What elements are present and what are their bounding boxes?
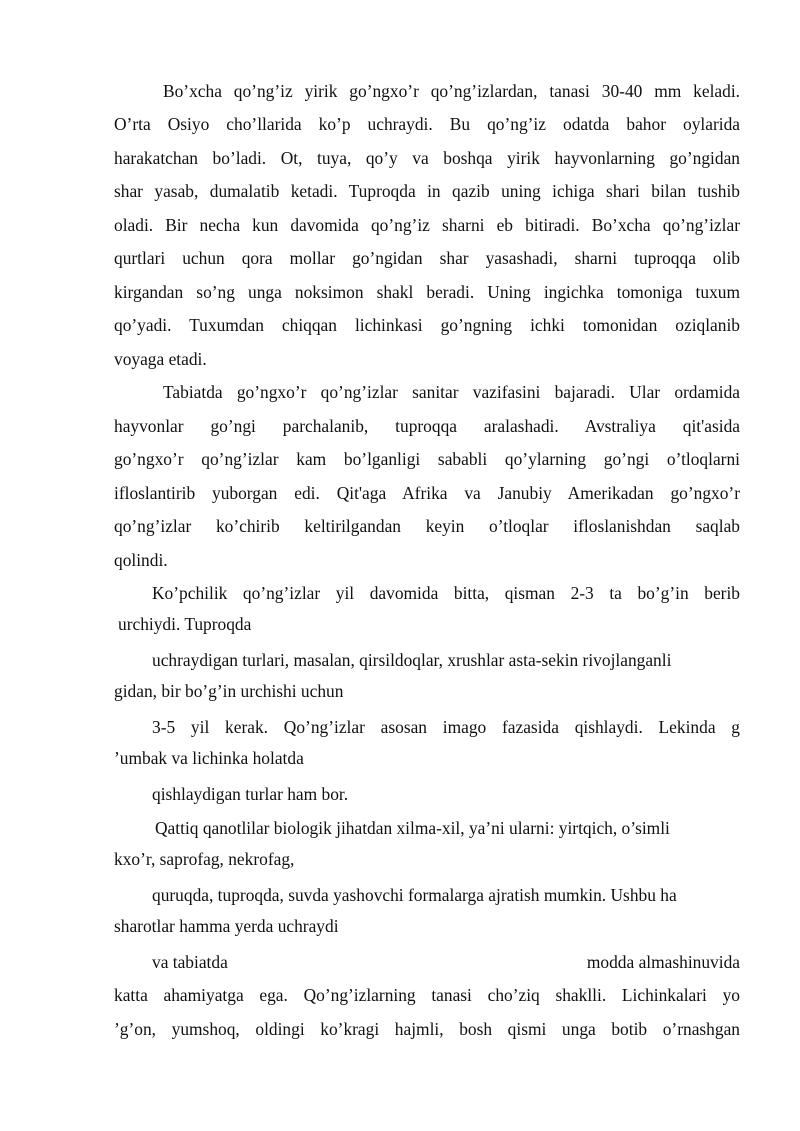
- text-line: O’rta Osiyo cho’llarida ko’p uchraydi. Bu qo’ng’iz odatda bahor oylarida: [114, 114, 740, 134]
- text-line: go’ngxo’r qo’ng’izlar kam bo’lganligi sababli qo’ylarning go’ngi o’tloqlarni: [114, 449, 740, 469]
- text-line: ifloslantirib yuborgan edi. Qit'aga Afrika va Janubiy Amerikadan go’ngxo’r: [114, 483, 740, 503]
- text-fragment-left: va tabiatda: [152, 952, 228, 972]
- text-fragment-right: modda almashinuvida: [586, 952, 740, 972]
- text-line: quruqda, tuproqda, suvda yashovchi formalarga ajratish mumkin. Ushbu ha: [152, 885, 677, 905]
- text-line: qishlaydigan turlar ham bor.: [152, 784, 349, 804]
- text-line: qo’yadi. Tuxumdan chiqqan lichinkasi go’ngning ichki tomonidan oziqlanib: [114, 315, 740, 335]
- text-line: 3-5 yil kerak. Qo’ng’izlar asosan imago fazasida qishlaydi. Lekinda g: [152, 717, 740, 737]
- text-line: qo’ng’izlar ko’chirib keltirilgandan keyin o’tloqlar ifloslanishdan saqlab: [114, 516, 740, 536]
- text-line: shar yasab, dumalatib ketadi. Tuproqda in qazib uning ichiga shari bilan tushib: [114, 181, 740, 201]
- text-line: Qattiq qanotlilar biologik jihatdan xilma-xil, ya’ni ularni: yirtqich, o’simli: [155, 818, 670, 838]
- text-line: gidan, bir bo’g’in urchishi uchun: [114, 681, 344, 701]
- text-line: katta ahamiyatga ega. Qo’ng’izlarning tanasi cho’ziq shaklli. Lichinkalari yo: [114, 985, 740, 1005]
- text-line: harakatchan bo’ladi. Ot, tuya, qo’y va boshqa yirik hayvonlarning go’ngidan: [114, 148, 740, 168]
- text-line: qolindi.: [114, 550, 168, 570]
- split-line: [152, 951, 740, 973]
- text-line: Bo’xcha qo’ng’iz yirik go’ngxo’r qo’ng’izlardan, tanasi 30-40 mm keladi.: [163, 81, 740, 101]
- text-line: kxo’r, saprofag, nekrofag,: [114, 849, 295, 869]
- text-line: oladi. Bir necha kun davomida qo’ng’iz sharni eb bitiradi. Bo’xcha qo’ng’izlar: [114, 215, 740, 235]
- text-line: Tabiatda go’ngxo’r qo’ng’izlar sanitar vazifasini bajaradi. Ular ordamida: [163, 382, 740, 402]
- text-line: qurtlari uchun qora mollar go’ngidan shar yasashadi, sharni tuproqqa olib: [114, 248, 740, 268]
- text-line: ’g’on, yumshoq, oldingi ko’kragi hajmli, bosh qismi unga botib o’rnashgan: [114, 1019, 740, 1039]
- text-line: uchraydigan turlari, masalan, qirsildoqlar, xrushlar asta-sekin rivojlanganli: [152, 650, 672, 670]
- text-line: Ko’pchilik qo’ng’izlar yil davomida bitta, qisman 2-3 ta bo’g’in berib: [152, 583, 740, 603]
- text-line: voyaga etadi.: [114, 349, 207, 369]
- text-line: hayvonlar go’ngi parchalanib, tuproqqa aralashadi. Avstraliya qit'asida: [114, 416, 740, 436]
- text-line: ’umbak va lichinka holatda: [114, 748, 304, 768]
- text-line: kirgandan so’ng unga noksimon shakl beradi. Uning ingichka tomoniga tuxum: [114, 282, 740, 302]
- text-line: urchiydi. Tuproqda: [118, 614, 252, 634]
- text-line: sharotlar hamma yerda uchraydi: [114, 916, 339, 936]
